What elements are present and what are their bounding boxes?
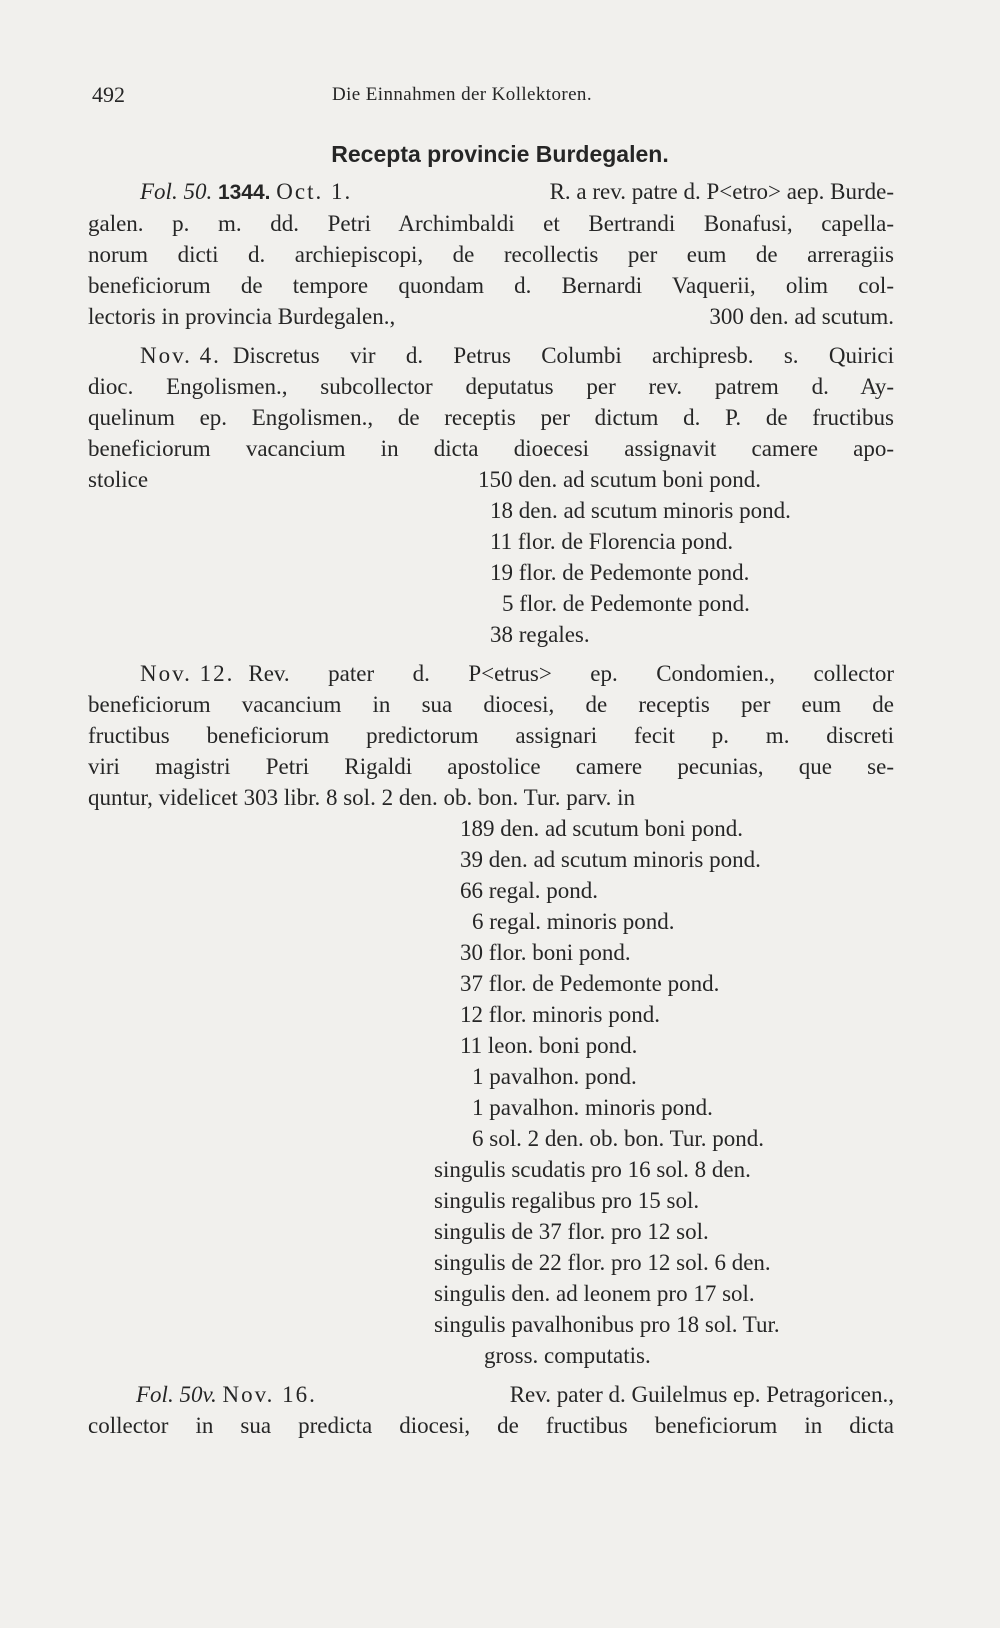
exchange-rate: singulis regalibus pro 15 sol. xyxy=(434,1188,700,1213)
exchange-rate: singulis de 37 flor. pro 12 sol. xyxy=(434,1219,709,1244)
exchange-rate: singulis scudatis pro 16 sol. 8 den. xyxy=(434,1157,751,1182)
entry-date: Nov. 4. xyxy=(140,343,221,368)
exchange-rate: singulis de 22 flor. pro 12 sol. 6 den. xyxy=(434,1250,771,1275)
entry-text: Discretus vir d. Petrus Columbi archipresb. s. Quirici xyxy=(232,343,894,368)
amount: 189 den. ad scutum boni pond. xyxy=(460,816,743,841)
entry-nov-16 xyxy=(88,1379,894,1441)
amount-list xyxy=(88,495,894,650)
entry-date: Nov. 12. xyxy=(140,661,235,686)
entry-nov-4 xyxy=(88,340,894,650)
amount: 1 pavalhon. pond. xyxy=(472,1064,637,1089)
page-number: 492 xyxy=(92,82,125,107)
amount: 11 flor. de Florencia pond. xyxy=(490,529,734,554)
exchange-rate: singulis pavalhonibus pro 18 sol. Tur. xyxy=(434,1312,780,1337)
entry-line: quntur, videlicet 303 libr. 8 sol. 2 den. ob. bon. Tur. parv. in xyxy=(88,785,636,810)
entry-oct-1 xyxy=(88,176,894,332)
entry-line: collector in sua predicta diocesi, de fructibus beneficiorum in dicta xyxy=(88,1413,894,1438)
entry-text: stolice xyxy=(88,467,149,492)
entry-line: fructibus beneficiorum predictorum assignari fecit p. m. discreti xyxy=(88,723,894,748)
running-title: Die Einnahmen der Kollektoren. xyxy=(332,84,592,105)
entry-date: Oct. 1. xyxy=(276,179,353,204)
entry-line xyxy=(88,301,894,332)
entry-line xyxy=(88,176,894,208)
amount: 11 leon. boni pond. xyxy=(460,1033,638,1058)
amount: 12 flor. minoris pond. xyxy=(460,1002,660,1027)
entry-line: beneficiorum de tempore quondam d. Bernardi Vaquerii, olim col- xyxy=(88,273,894,298)
entry-line: quelinum ep. Engolismen., de receptis per dictum d. P. de fructibus xyxy=(88,405,894,430)
amount: 30 flor. boni pond. xyxy=(460,940,631,965)
amount: 18 den. ad scutum minoris pond. xyxy=(490,498,791,523)
amount: 66 regal. pond. xyxy=(460,878,598,903)
folio-reference: Fol. 50v. xyxy=(136,1382,217,1407)
exchange-rate: singulis den. ad leonem pro 17 sol. xyxy=(434,1281,755,1306)
entry-line: beneficiorum vacancium in dicta dioecesi assignavit camere apo- xyxy=(88,436,894,461)
amount: 19 flor. de Pedemonte pond. xyxy=(490,560,750,585)
page-header xyxy=(92,82,890,112)
entry-text: Rev. pater d. P<etrus> ep. Condomien., collector xyxy=(248,661,894,686)
amount: 37 flor. de Pedemonte pond. xyxy=(460,971,720,996)
entry-line: beneficiorum vacancium in sua diocesi, de receptis per eum de xyxy=(88,692,894,717)
amount: 150 den. ad scutum boni pond. xyxy=(478,467,761,492)
entry-text: R. a rev. patre d. P<etro> aep. Burde- xyxy=(549,179,894,204)
entry-nov-12 xyxy=(88,658,894,1371)
entry-line xyxy=(88,1379,894,1410)
section-title: Recepta provincie Burdegalen. xyxy=(331,141,669,167)
body-text xyxy=(88,176,894,1441)
entry-line xyxy=(88,658,894,689)
entry-line xyxy=(88,340,894,371)
folio-reference: Fol. 50. xyxy=(140,179,213,204)
amount: 5 flor. de Pedemonte pond. xyxy=(502,591,750,616)
amount: 39 den. ad scutum minoris pond. xyxy=(460,847,761,872)
exchange-rate-list xyxy=(88,1154,894,1371)
amount: 6 sol. 2 den. ob. bon. Tur. pond. xyxy=(472,1126,765,1151)
amount: 38 regales. xyxy=(490,622,590,647)
entry-line xyxy=(88,464,894,495)
entry-line: dioc. Engolismen., subcollector deputatus per rev. patrem d. Ay- xyxy=(88,374,894,399)
amount: 1 pavalhon. minoris pond. xyxy=(472,1095,713,1120)
entry-line: viri magistri Petri Rigaldi apostolice camere pecunias, que se- xyxy=(88,754,894,779)
entry-line: norum dicti d. archiepiscopi, de recollectis per eum de arreragiis xyxy=(88,242,894,267)
entry-line: galen. p. m. dd. Petri Archimbaldi et Bertrandi Bonafusi, capella- xyxy=(88,211,894,236)
exchange-rate: gross. computatis. xyxy=(484,1343,651,1368)
entry-date: Nov. 16. xyxy=(222,1382,317,1407)
year: 1344. xyxy=(217,181,271,204)
entry-text: lectoris in provincia Burdegalen., xyxy=(88,304,396,329)
amount: 300 den. ad scutum. xyxy=(709,304,894,329)
entry-text: Rev. pater d. Guilelmus ep. Petragoricen., xyxy=(509,1382,894,1407)
amount: 6 regal. minoris pond. xyxy=(472,909,675,934)
amount-list xyxy=(88,813,894,1154)
